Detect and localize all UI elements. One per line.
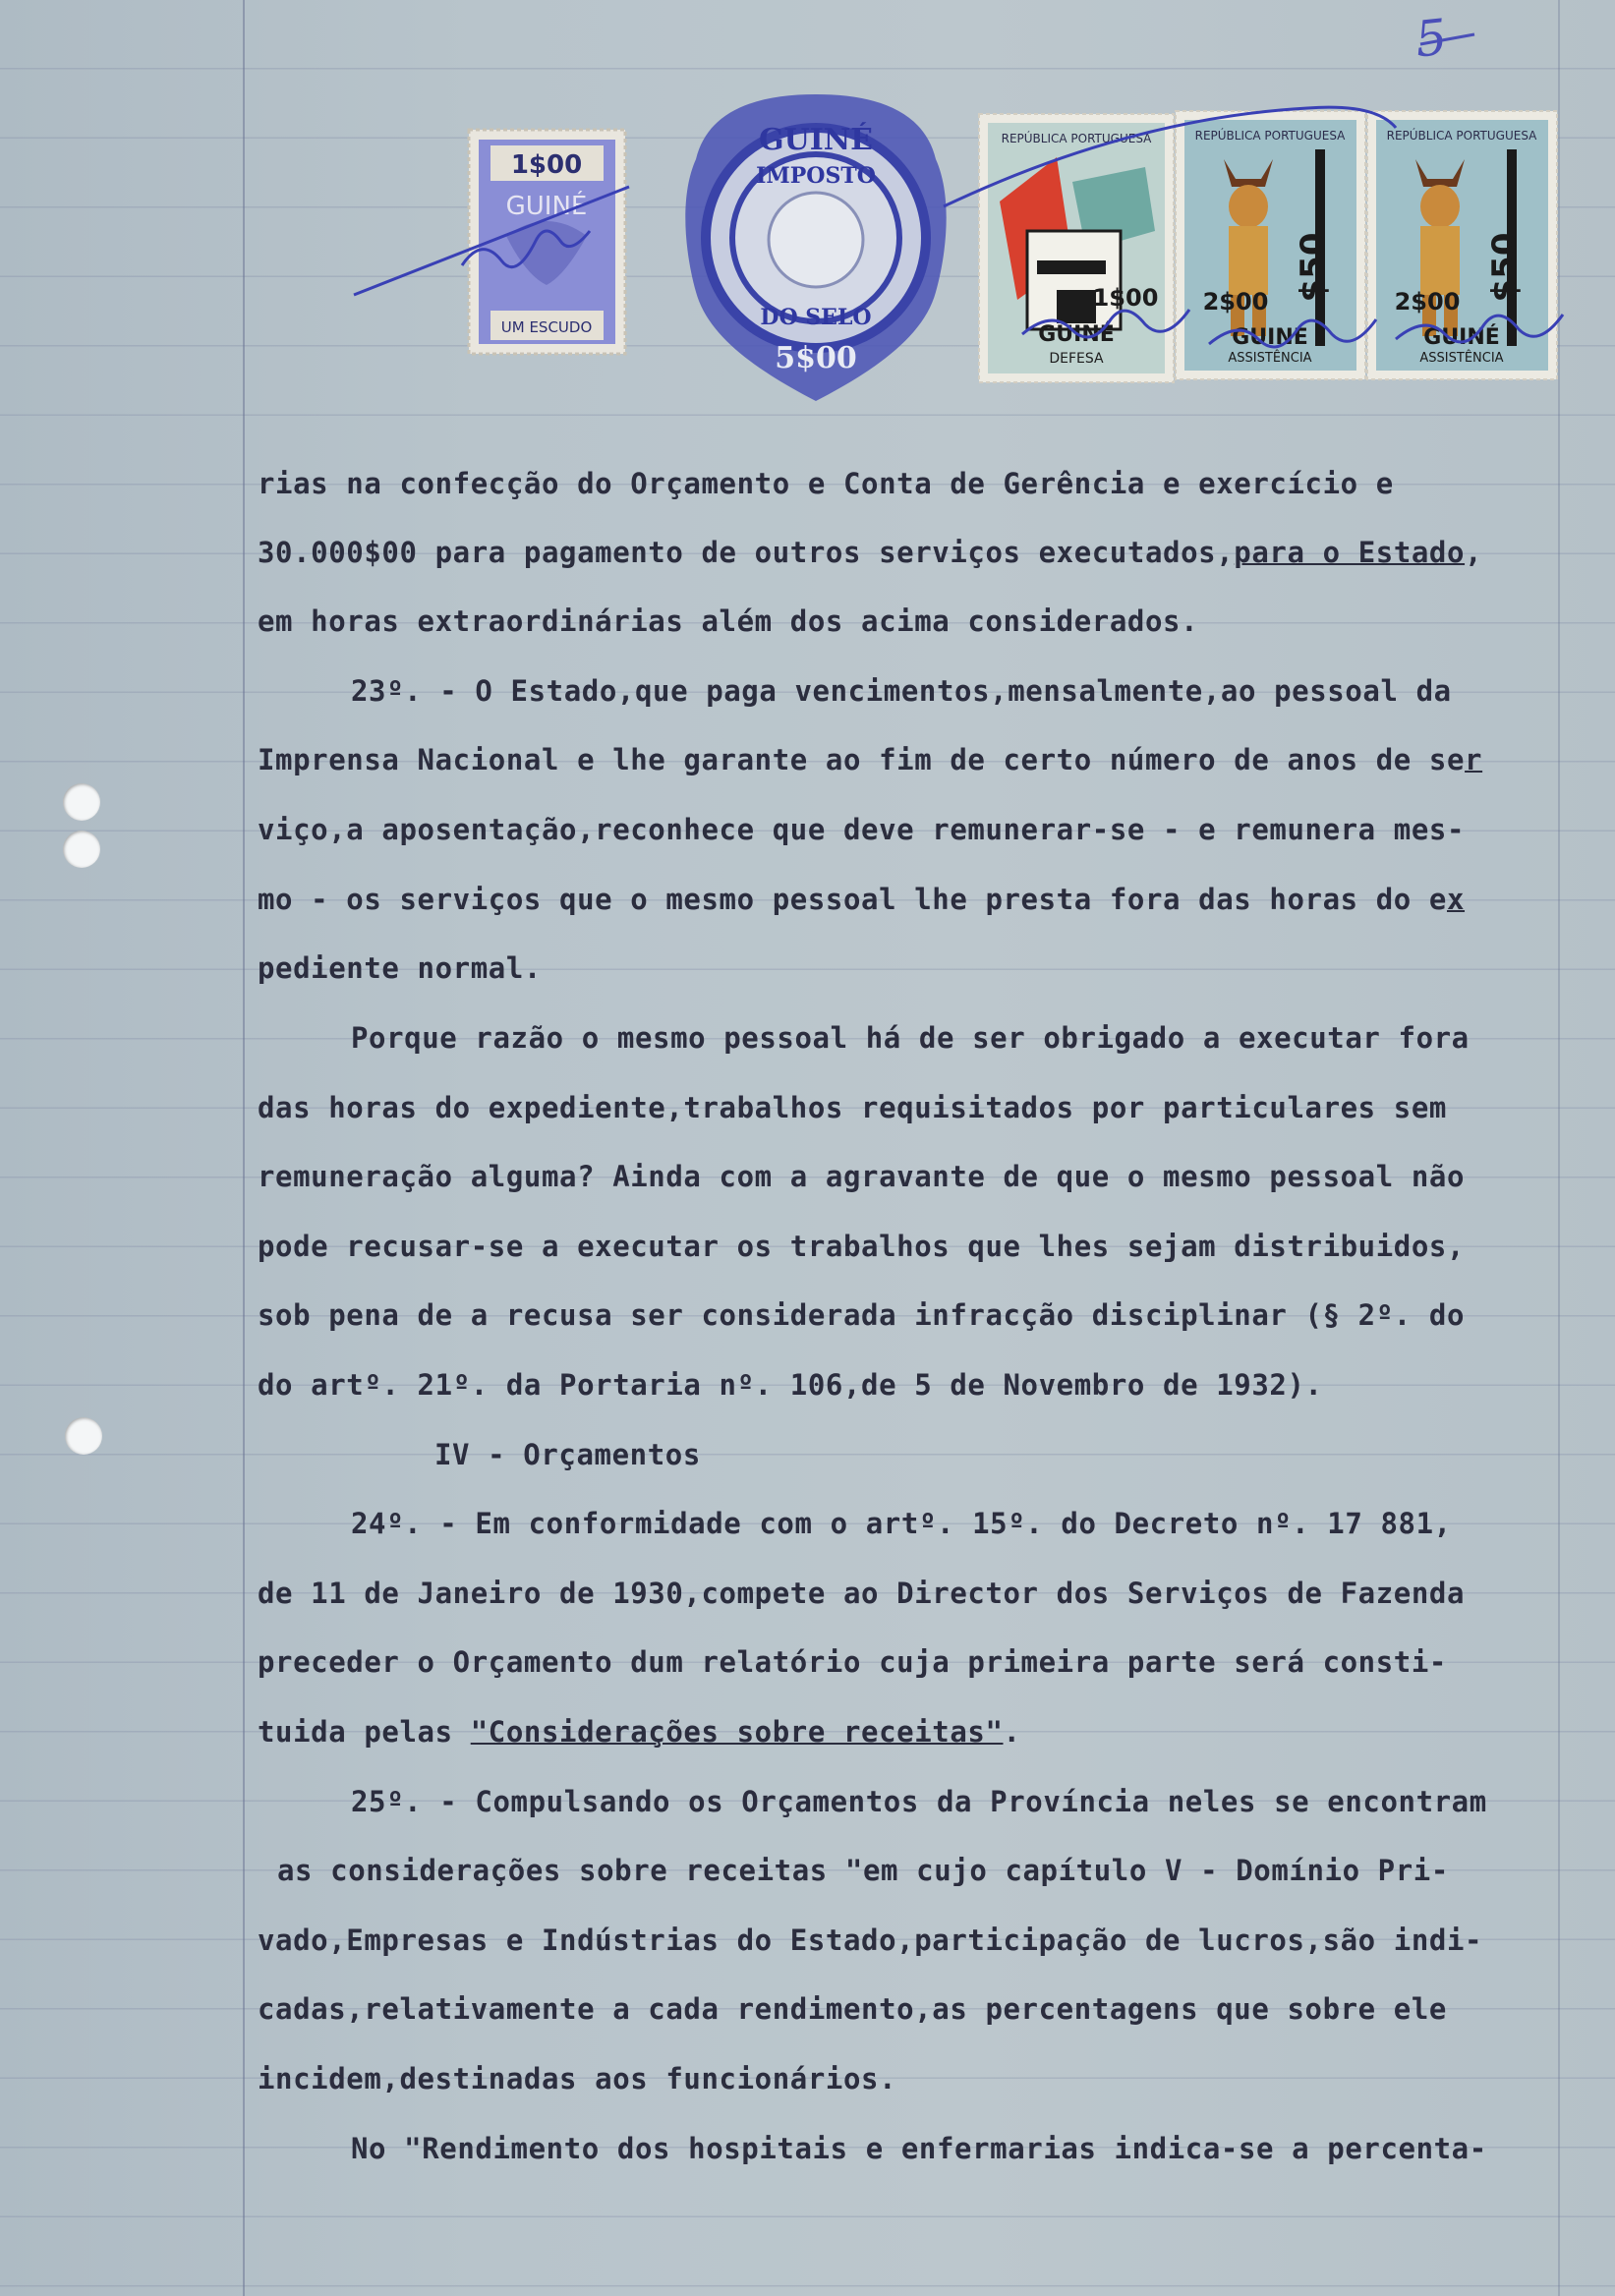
assistencia-1-surcharge: $50 [1294, 232, 1333, 303]
assistencia-2-surcharge: $50 [1485, 232, 1525, 303]
defesa-stamp-country: GUINÉ [1038, 322, 1115, 347]
body-text: tuida pelas [258, 1715, 471, 1749]
section-heading: IV - Orçamentos [434, 1438, 701, 1471]
seal-country: GUINÉ [758, 123, 874, 157]
body-line [258, 1715, 1021, 1749]
underlined-text: x [1446, 883, 1466, 916]
body-line: 23º. - O Estado,que paga vencimentos,mensalmente,ao pessoal da [351, 674, 1452, 708]
assistencia-1-label: ASSISTÊNCIA [1228, 351, 1312, 366]
underlined-text: "Considerações sobre receitas" [470, 1715, 1004, 1749]
assistencia-2-old-value: 2$00 [1394, 288, 1461, 316]
defesa-stamp-value: 1$00 [1092, 284, 1159, 312]
underlined-text: para o Estado [1234, 536, 1466, 569]
assistencia-1-country: GUINÉ [1232, 325, 1308, 350]
body-line: No "Rendimento dos hospitais e enfermarias indica-se a percenta- [351, 2132, 1487, 2165]
body-line [258, 883, 1465, 916]
body-line: pediente normal. [258, 951, 542, 985]
defesa-stamp-header: REPÚBLICA PORTUGUESA [1001, 132, 1152, 145]
body-text: 30.000$00 para pagamento de outros serviços executados, [258, 536, 1235, 569]
seal-line2: DO SELO [760, 305, 872, 330]
body-line: pode recusar-se a executar os trabalhos que lhes sejam distribuidos, [258, 1230, 1466, 1263]
assistencia-1-old-value: 2$00 [1202, 288, 1269, 316]
fiscal-stamp-country: GUINÉ [505, 192, 588, 221]
page-number: 5 [1413, 8, 1450, 69]
seal-value: 5$00 [775, 341, 857, 375]
body-line: viço,a aposentação,reconhece que deve remunerar-se - e remunera mes- [258, 813, 1466, 846]
body-line: incidem,destinadas aos funcionários. [258, 2062, 897, 2095]
assistencia-2-country: GUINÉ [1423, 325, 1500, 350]
body-line: cadas,relativamente a cada rendimento,as percentagens que sobre ele [258, 1992, 1447, 2026]
fiscal-stamp-denomination: UM ESCUDO [500, 318, 593, 336]
underlined-text: r [1465, 743, 1483, 776]
body-line [258, 536, 1482, 569]
body-line: 24º. - Em conformidade com o artº. 15º. do Decreto nº. 17 881, [351, 1507, 1452, 1540]
body-line: as considerações sobre receitas "em cujo capítulo V - Domínio Pri- [277, 1854, 1449, 1887]
body-line: 25º. - Compulsando os Orçamentos da Província neles se encontram [351, 1785, 1487, 1818]
body-text: . [1003, 1715, 1021, 1749]
body-text: , [1465, 536, 1483, 569]
body-line: preceder o Orçamento dum relatório cuja primeira parte será consti- [258, 1645, 1447, 1679]
assistencia-2-header: REPÚBLICA PORTUGUESA [1386, 129, 1537, 143]
body-line: remuneração alguma? Ainda com a agravante de que o mesmo pessoal não [258, 1160, 1466, 1193]
fiscal-stamp-value: 1$00 [510, 150, 583, 180]
body-line: rias na confecção do Orçamento e Conta de Gerência e exercício e [258, 467, 1394, 500]
seal-line1: IMPOSTO [756, 163, 876, 189]
assistencia-2-label: ASSISTÊNCIA [1419, 351, 1504, 366]
body-line: de 11 de Janeiro de 1930,compete ao Director dos Serviços de Fazenda [258, 1577, 1466, 1610]
body-line: em horas extraordinárias além dos acima considerados. [258, 604, 1199, 638]
body-line: Porque razão o mesmo pessoal há de ser obrigado a executar fora [351, 1021, 1470, 1055]
defesa-stamp-label: DEFESA [1049, 351, 1104, 367]
assistencia-1-header: REPÚBLICA PORTUGUESA [1194, 129, 1346, 143]
body-line: sob pena de a recusa ser considerada infracção disciplinar (§ 2º. do [258, 1298, 1466, 1332]
body-line: vado,Empresas e Indústrias do Estado,participação de lucros,são indi- [258, 1923, 1483, 1957]
body-line: das horas do expediente,trabalhos requisitados por particulares sem [258, 1091, 1447, 1124]
body-text: mo - os serviços que o mesmo pessoal lhe presta fora das horas do e [258, 883, 1447, 916]
body-line: do artº. 21º. da Portaria nº. 106,de 5 de Novembro de 1932). [258, 1368, 1323, 1402]
body-line [258, 743, 1482, 776]
body-text: Imprensa Nacional e lhe garante ao fim de certo número de anos de se [258, 743, 1466, 776]
